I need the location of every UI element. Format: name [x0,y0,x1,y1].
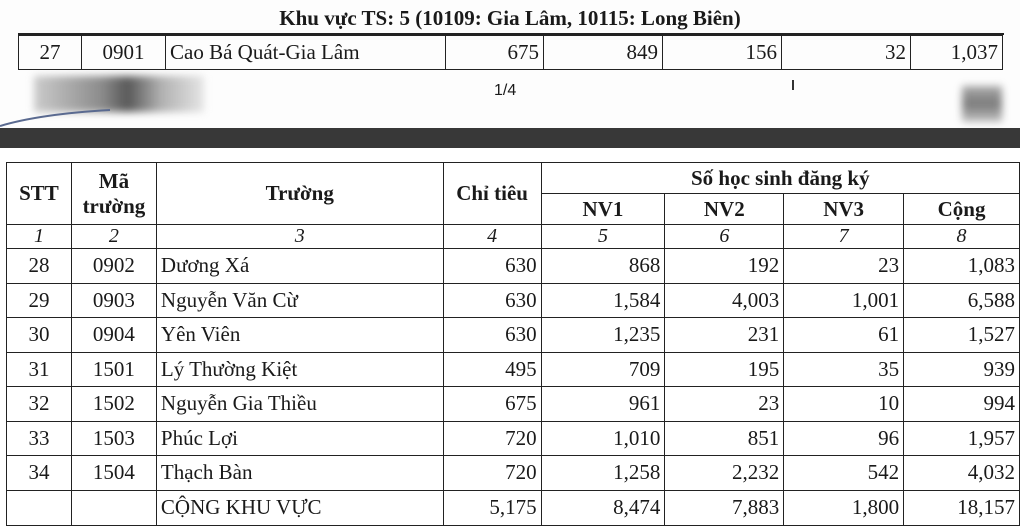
total-code-cell [71,490,156,525]
col-index: 1 [7,225,72,249]
col-index: 2 [71,225,156,249]
header-total: Cộng [904,194,1020,225]
school-code-cell: 0903 [71,283,156,318]
stt-cell: 34 [7,456,72,491]
table-row [7,387,1020,422]
table-row [7,249,1020,284]
total-label: CỘNG KHU VỰC [156,490,443,525]
col-index: 7 [784,225,904,249]
school-name-cell: Nguyễn Văn Cừ [156,283,443,318]
col-index: 8 [904,225,1020,249]
nv1-cell: 1,258 [541,456,665,491]
registration-table [6,162,1020,526]
nv1-cell: 849 [544,36,663,70]
nv1-cell: 1,235 [541,318,665,353]
school-name-cell: Lý Thường Kiệt [156,352,443,387]
header-nv2: NV2 [665,194,784,225]
total-nv2: 7,883 [665,490,784,525]
header-nv3: NV3 [784,194,904,225]
school-name-cell: Cao Bá Quát-Gia Lâm [166,36,446,70]
total-cell: 1,527 [904,318,1020,353]
col-index: 4 [443,225,541,249]
total-cell: 6,588 [904,283,1020,318]
total-sum: 18,157 [904,490,1020,525]
school-code-cell: 1502 [71,387,156,422]
col-index: 6 [665,225,784,249]
school-code-cell: 1503 [71,421,156,456]
page-separator [0,128,1020,148]
table-row [7,421,1020,456]
total-cell: 4,032 [904,456,1020,491]
stt-cell: 29 [7,283,72,318]
total-cell: 1,083 [904,249,1020,284]
school-code-cell: 1501 [71,352,156,387]
total-nv1: 8,474 [541,490,665,525]
nv3-cell: 32 [782,36,911,70]
quota-cell: 675 [446,36,544,70]
nv3-cell: 542 [784,456,904,491]
nv2-cell: 23 [665,387,784,422]
school-code-cell: 1504 [71,456,156,491]
school-name-cell: Dương Xá [156,249,443,284]
nv2-cell: 851 [665,421,784,456]
quota-cell: 495 [443,352,541,387]
nv1-cell: 1,010 [541,421,665,456]
nv2-cell: 4,003 [665,283,784,318]
stt-cell: 31 [7,352,72,387]
school-code-cell: 0904 [71,318,156,353]
table-row [19,36,1003,70]
stt-cell: 27 [19,36,82,70]
nv2-cell: 2,232 [665,456,784,491]
nv1-cell: 709 [541,352,665,387]
nv2-cell: 192 [665,249,784,284]
nv3-cell: 10 [784,387,904,422]
nv1-cell: 1,584 [541,283,665,318]
quota-cell: 720 [443,456,541,491]
school-name-cell: Yên Viên [156,318,443,353]
table-row [7,456,1020,491]
header-school-code: Mã trường [71,163,156,225]
column-index-row [7,225,1020,249]
school-code-cell: 0901 [82,36,166,70]
col-index: 5 [541,225,665,249]
page-number: 1/4 [494,82,517,99]
total-cell: 939 [904,352,1020,387]
header-school: Trường [156,163,443,225]
nv2-cell: 231 [665,318,784,353]
table-row [7,352,1020,387]
quota-cell: 630 [443,283,541,318]
nv2-cell: 195 [665,352,784,387]
table-row [7,318,1020,353]
header-quota: Chỉ tiêu [443,163,541,225]
region-title: Khu vực TS: 5 (10109: Gia Lâm, 10115: Long Biên) [279,6,741,30]
nv3-cell: 61 [784,318,904,353]
school-name-cell: Phúc Lợi [156,421,443,456]
nv2-cell: 156 [663,36,782,70]
total-cell: 1,957 [904,421,1020,456]
scan-mark [792,80,794,90]
total-cell: 994 [904,387,1020,422]
total-cell: 1,037 [911,36,1003,70]
header-row [7,163,1020,194]
nv1-cell: 868 [541,249,665,284]
blurred-mark-left [34,76,204,112]
total-quota: 5,175 [443,490,541,525]
stt-cell: 33 [7,421,72,456]
stt-cell: 32 [7,387,72,422]
school-name-cell: Nguyễn Gia Thiều [156,387,443,422]
nv3-cell: 23 [784,249,904,284]
header-stt: STT [7,163,72,225]
table-row [7,283,1020,318]
col-index: 3 [156,225,443,249]
nv1-cell: 961 [541,387,665,422]
quota-cell: 630 [443,318,541,353]
quota-cell: 630 [443,249,541,284]
header-nv1: NV1 [541,194,665,225]
blurred-mark-right [962,86,1002,122]
total-nv3: 1,800 [784,490,904,525]
previous-page-table [18,35,1003,70]
quota-cell: 720 [443,421,541,456]
header-registered-students: Số học sinh đăng ký [541,163,1019,194]
nv3-cell: 35 [784,352,904,387]
nv3-cell: 1,001 [784,283,904,318]
nv3-cell: 96 [784,421,904,456]
stt-cell: 30 [7,318,72,353]
total-row [7,490,1020,525]
stt-cell: 28 [7,249,72,284]
school-code-cell: 0902 [71,249,156,284]
previous-page-fragment [0,0,1020,128]
scan-curve [0,108,120,128]
total-stt-cell [7,490,72,525]
quota-cell: 675 [443,387,541,422]
school-name-cell: Thạch Bàn [156,456,443,491]
